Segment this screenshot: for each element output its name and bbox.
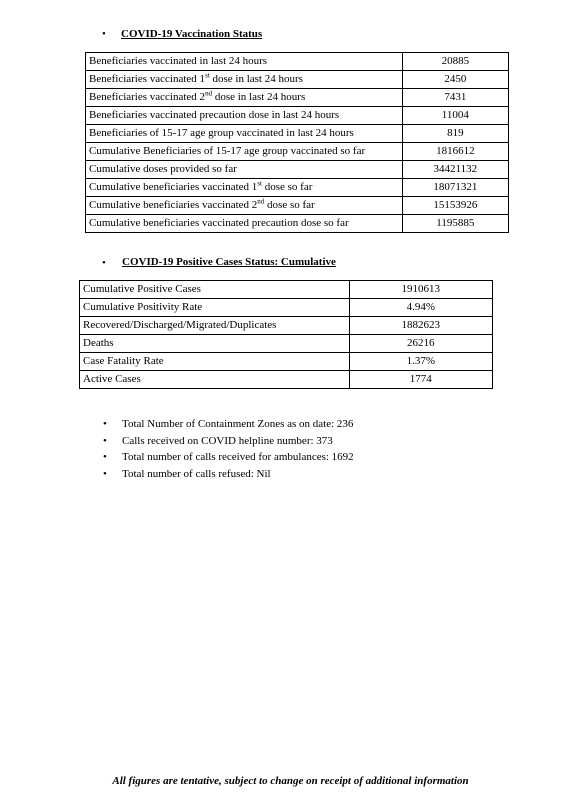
- row-value: 34421132: [402, 161, 508, 179]
- table-row: [86, 53, 509, 71]
- list-item: [103, 433, 354, 450]
- bullet-icon: •: [103, 451, 107, 463]
- table-row: [86, 197, 509, 215]
- row-value: 4.94%: [349, 299, 492, 317]
- row-value: 1.37%: [349, 353, 492, 371]
- table-row: [80, 317, 493, 335]
- row-label: Cumulative Positivity Rate: [80, 299, 350, 317]
- bullet-icon: •: [103, 467, 107, 480]
- table-row: [80, 335, 493, 353]
- row-label: Cumulative beneficiaries vaccinated 1st dose so far: [86, 179, 403, 197]
- row-label: Recovered/Discharged/Migrated/Duplicates: [80, 317, 350, 335]
- table-row: [80, 353, 493, 371]
- row-label: Cumulative Positive Cases: [80, 281, 350, 299]
- row-value: 1195885: [402, 215, 508, 233]
- vaccination-table: [85, 52, 509, 233]
- row-label: Beneficiaries vaccinated 2nd dose in last 24 hours: [86, 89, 403, 107]
- table-row: [86, 89, 509, 107]
- row-value: 18071321: [402, 179, 508, 197]
- row-label: Cumulative beneficiaries vaccinated 2nd dose so far: [86, 197, 403, 215]
- note-text: Total Number of Containment Zones as on date: 236: [122, 418, 354, 430]
- table-row: [86, 125, 509, 143]
- bullet-icon: •: [102, 257, 106, 269]
- row-value: 1910613: [349, 281, 492, 299]
- row-label: Beneficiaries vaccinated precaution dose in last 24 hours: [86, 107, 403, 125]
- positive-cases-table: [79, 280, 493, 389]
- row-value: 11004: [402, 107, 508, 125]
- list-item: [103, 416, 354, 433]
- table-row: [86, 179, 509, 197]
- row-value: 819: [402, 125, 508, 143]
- notes-list: [103, 416, 354, 482]
- row-value: 20885: [402, 53, 508, 71]
- table-row: [80, 371, 493, 389]
- row-value: 1774: [349, 371, 492, 389]
- row-label: Active Cases: [80, 371, 350, 389]
- list-item: [103, 466, 354, 483]
- row-value: 2450: [402, 71, 508, 89]
- footer-disclaimer: All figures are tentative, subject to change on receipt of additional information: [112, 775, 469, 787]
- row-label: Cumulative doses provided so far: [86, 161, 403, 179]
- row-value: 1816612: [402, 143, 508, 161]
- table-row: [86, 71, 509, 89]
- note-text: Total number of calls received for ambulances: 1692: [122, 451, 354, 463]
- bullet-icon: •: [103, 418, 107, 430]
- row-label: Cumulative Beneficiaries of 15-17 age group vaccinated so far: [86, 143, 403, 161]
- row-label: Cumulative beneficiaries vaccinated precaution dose so far: [86, 215, 403, 233]
- note-text: Calls received on COVID helpline number: 373: [122, 434, 333, 447]
- note-text: Total number of calls refused: Nil: [122, 467, 271, 480]
- table-row: [80, 299, 493, 317]
- row-value: 7431: [402, 89, 508, 107]
- table-row: [80, 281, 493, 299]
- vaccination-heading: COVID-19 Vaccination Status: [121, 28, 263, 40]
- row-value: 1882623: [349, 317, 492, 335]
- table-row: [86, 107, 509, 125]
- row-label: Beneficiaries of 15-17 age group vaccinated in last 24 hours: [86, 125, 403, 143]
- row-label: Deaths: [80, 335, 350, 353]
- table-row: [86, 161, 509, 179]
- row-label: Beneficiaries vaccinated 1st dose in last 24 hours: [86, 71, 403, 89]
- row-value: 26216: [349, 335, 492, 353]
- list-item: [103, 449, 354, 466]
- bullet-icon: •: [103, 434, 107, 447]
- row-value: 15153926: [402, 197, 508, 215]
- table-row: [86, 143, 509, 161]
- positive-cases-heading: COVID-19 Positive Cases Status: Cumulative: [122, 256, 336, 268]
- bullet-icon: •: [102, 28, 106, 40]
- row-label: Beneficiaries vaccinated in last 24 hours: [86, 53, 403, 71]
- table-row: [86, 215, 509, 233]
- row-label: Case Fatality Rate: [80, 353, 350, 371]
